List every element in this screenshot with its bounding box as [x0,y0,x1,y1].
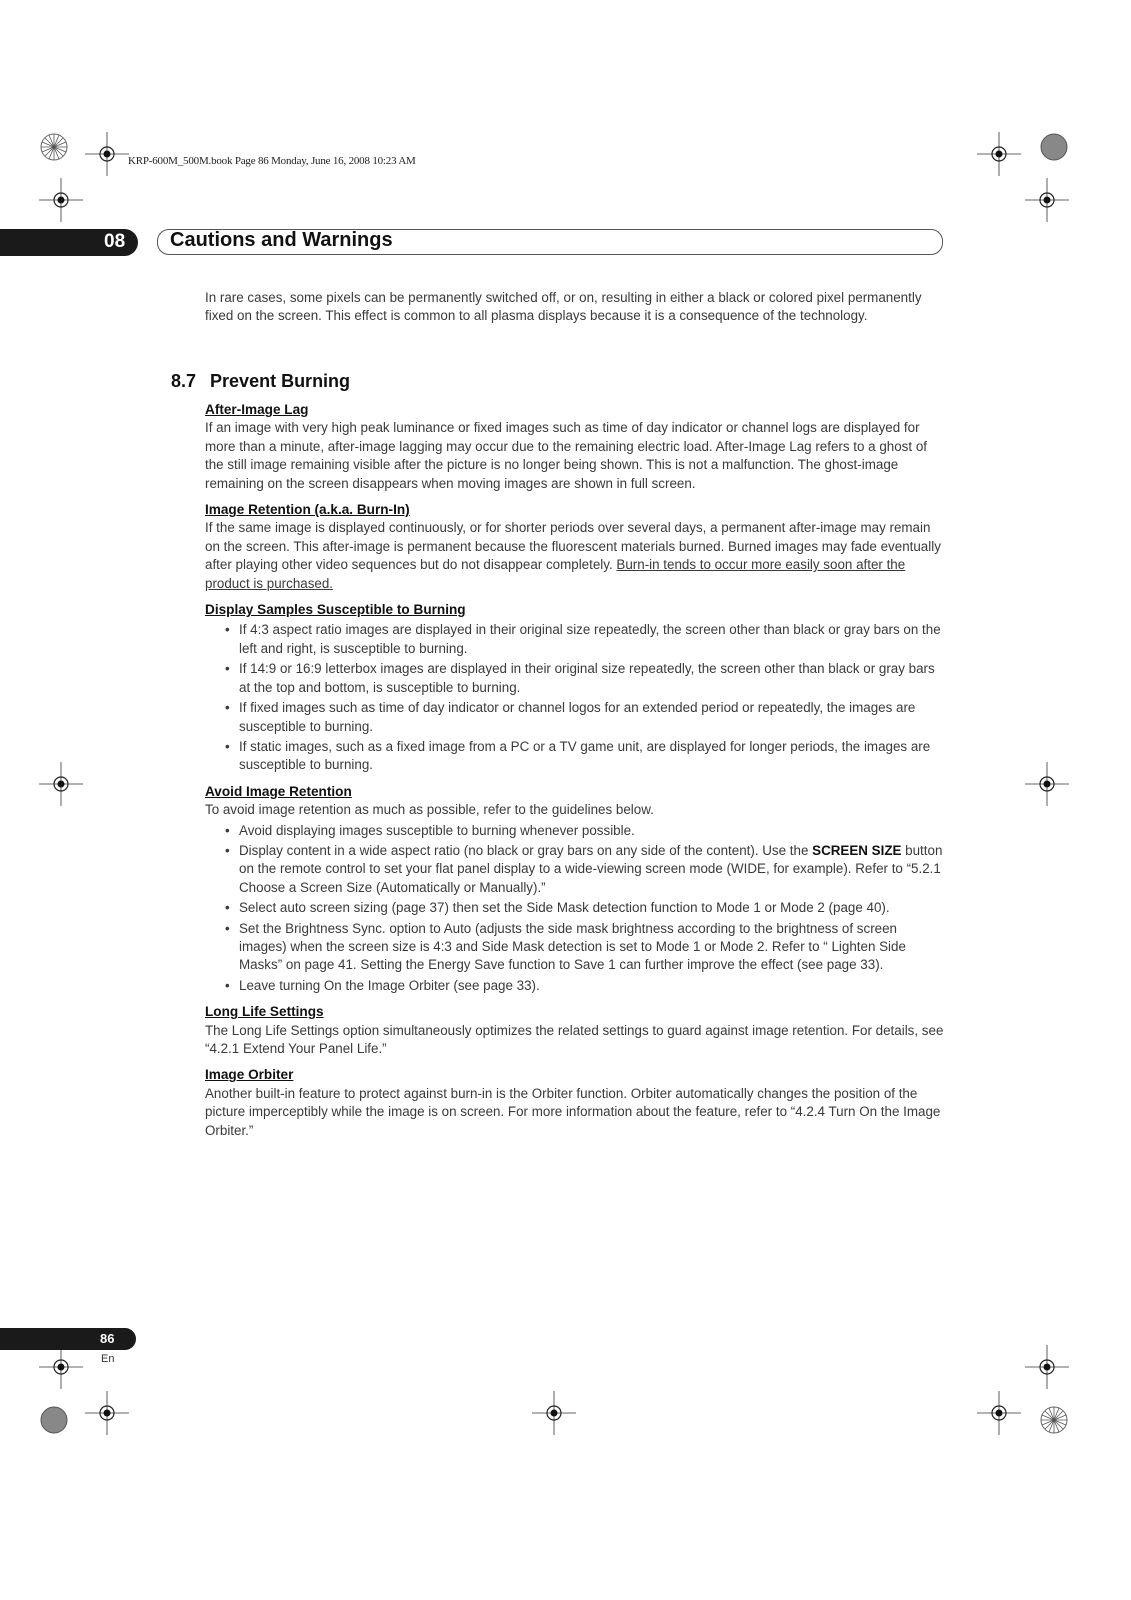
list-item: • If fixed images such as time of day indicator or channel logos for an extended period or repeatedly, the images are susceptible to burning. [205,699,945,736]
page-number: 86 [100,1331,115,1346]
item-text: button on the remote control to set your flat panel display to a wide-viewing screen mode (WIDE, for example). Refer to “5.2.1 Choose a Screen Size (Automatically or Manually).” [239,842,943,895]
page-number-badge [0,1328,136,1350]
starburst-mark-icon [1032,1398,1076,1442]
image-retention-note: Burn-in tends to occur more easily soon after the product is purchased. [205,557,906,591]
registration-mark-icon [39,762,83,806]
registration-mark-icon [977,1391,1021,1435]
screen-size-keyword: SCREEN SIZE [812,842,902,858]
intro-block [205,289,945,326]
chapter-number: 08 [104,231,126,252]
display-samples-list [205,621,945,774]
intro-paragraph: In rare cases, some pixels can be permanently switched off, or on, resulting in either a black or colored pixel permanently fixed on the screen. This effect is common to all plasma displays because it is a consequence of the technology. [205,290,922,324]
long-life-text: The Long Life Settings option simultaneously optimizes the related settings to guard against image retention. For details, see “4.2.1 Extend Your Panel Life.” [205,1022,944,1056]
list-item: • If static images, such as a fixed image from a PC or a TV game unit, are displayed for longer periods, the images are susceptible to burning. [205,738,945,775]
starburst-mark-icon [32,125,76,169]
image-retention-body: If the same image is displayed continuously, or for shorter periods over several days, a permanent after-image may remain on the screen. This after-image is permanent because the fluorescent materials burned. Burned images may fade eventually after playing other video sequences but do not disappear completely. [205,520,941,573]
registration-mark-icon [1025,178,1069,222]
list-item [205,842,945,897]
registration-mark-icon [977,132,1021,176]
registration-mark-icon [85,132,129,176]
avoid-retention-heading: Avoid Image Retention [205,783,352,799]
registration-mark-icon [85,1391,129,1435]
avoid-retention-list [205,822,945,996]
registration-mark-icon [1025,762,1069,806]
display-samples-heading: Display Samples Susceptible to Burning [205,602,466,618]
image-retention-heading: Image Retention (a.k.a. Burn-In) [205,502,410,518]
list-item: • Select auto screen sizing (page 37) then set the Side Mask detection function to Mode 1 or Mode 2 (page 40). [205,899,945,917]
registration-mark-icon [1025,1345,1069,1389]
after-image-heading: After-Image Lag [205,402,309,417]
section-heading [171,371,350,392]
chapter-title: Cautions and Warnings [170,229,393,251]
section-title: Prevent Burning [210,371,351,391]
list-item: • If 14:9 or 16:9 letterbox images are displayed in their original size repeatedly, the screen other than black or gray bars at the top and bottom, is susceptible to burning. [205,660,945,697]
list-item: • Leave turning On the Image Orbiter (see page 33). [205,977,945,995]
page-language: En [101,1353,115,1365]
image-orbiter-heading: Image Orbiter [205,1067,294,1083]
registration-mark-icon [39,1345,83,1389]
long-life-heading: Long Life Settings [205,1004,324,1020]
avoid-retention-intro: To avoid image retention as much as possible, refer to the guidelines below. [205,802,654,818]
book-header: KRP-600M_500M.book Page 86 Monday, June 16, 2008 10:23 AM [128,155,416,167]
registration-mark-icon [532,1391,576,1435]
registration-mark-icon [39,178,83,222]
gray-disc-mark-icon [1032,125,1076,169]
image-retention-text [205,519,945,593]
gray-disc-mark-icon [32,1398,76,1442]
list-item: • If 4:3 aspect ratio images are displayed in their original size repeatedly, the screen other than black or gray bars on the left and right, is susceptible to burning. [205,621,945,658]
main-content [205,401,945,1140]
after-image-text: If an image with very high peak luminance or fixed images such as time of day indicator or channel logs are displayed for more than a minute, after-image lagging may occur due to the remaining electric load. After-Image Lag refers to a ghost of the still image remaining visible after the picture is no longer being shown. This is not a malfunction. The ghost-image remaining on the screen disappears when moving images are shown in full screen. [205,420,927,491]
list-item: • Avoid displaying images susceptible to burning whenever possible. [205,822,945,840]
section-number: 8.7 [171,371,197,391]
item-text: Display content in a wide aspect ratio (no black or gray bars on any side of the content). Use the [239,842,813,858]
image-orbiter-text: Another built-in feature to protect against burn-in is the Orbiter function. Orbiter automatically changes the position of the picture imperceptibly while the image is on screen. For more information about the feature, refer to “4.2.4 Turn On the Image Orbiter.” [205,1085,941,1138]
list-item: • Set the Brightness Sync. option to Auto (adjusts the side mask brightness according to the brightness of screen images) when the screen size is 4:3 and Side Mask detection is set to Mode 1 or Mode 2. Refer to “ Lighten Side Masks” on page 41. Setting the Energy Save function to Save 1 can further improve the effect (see page 33). [205,920,945,975]
